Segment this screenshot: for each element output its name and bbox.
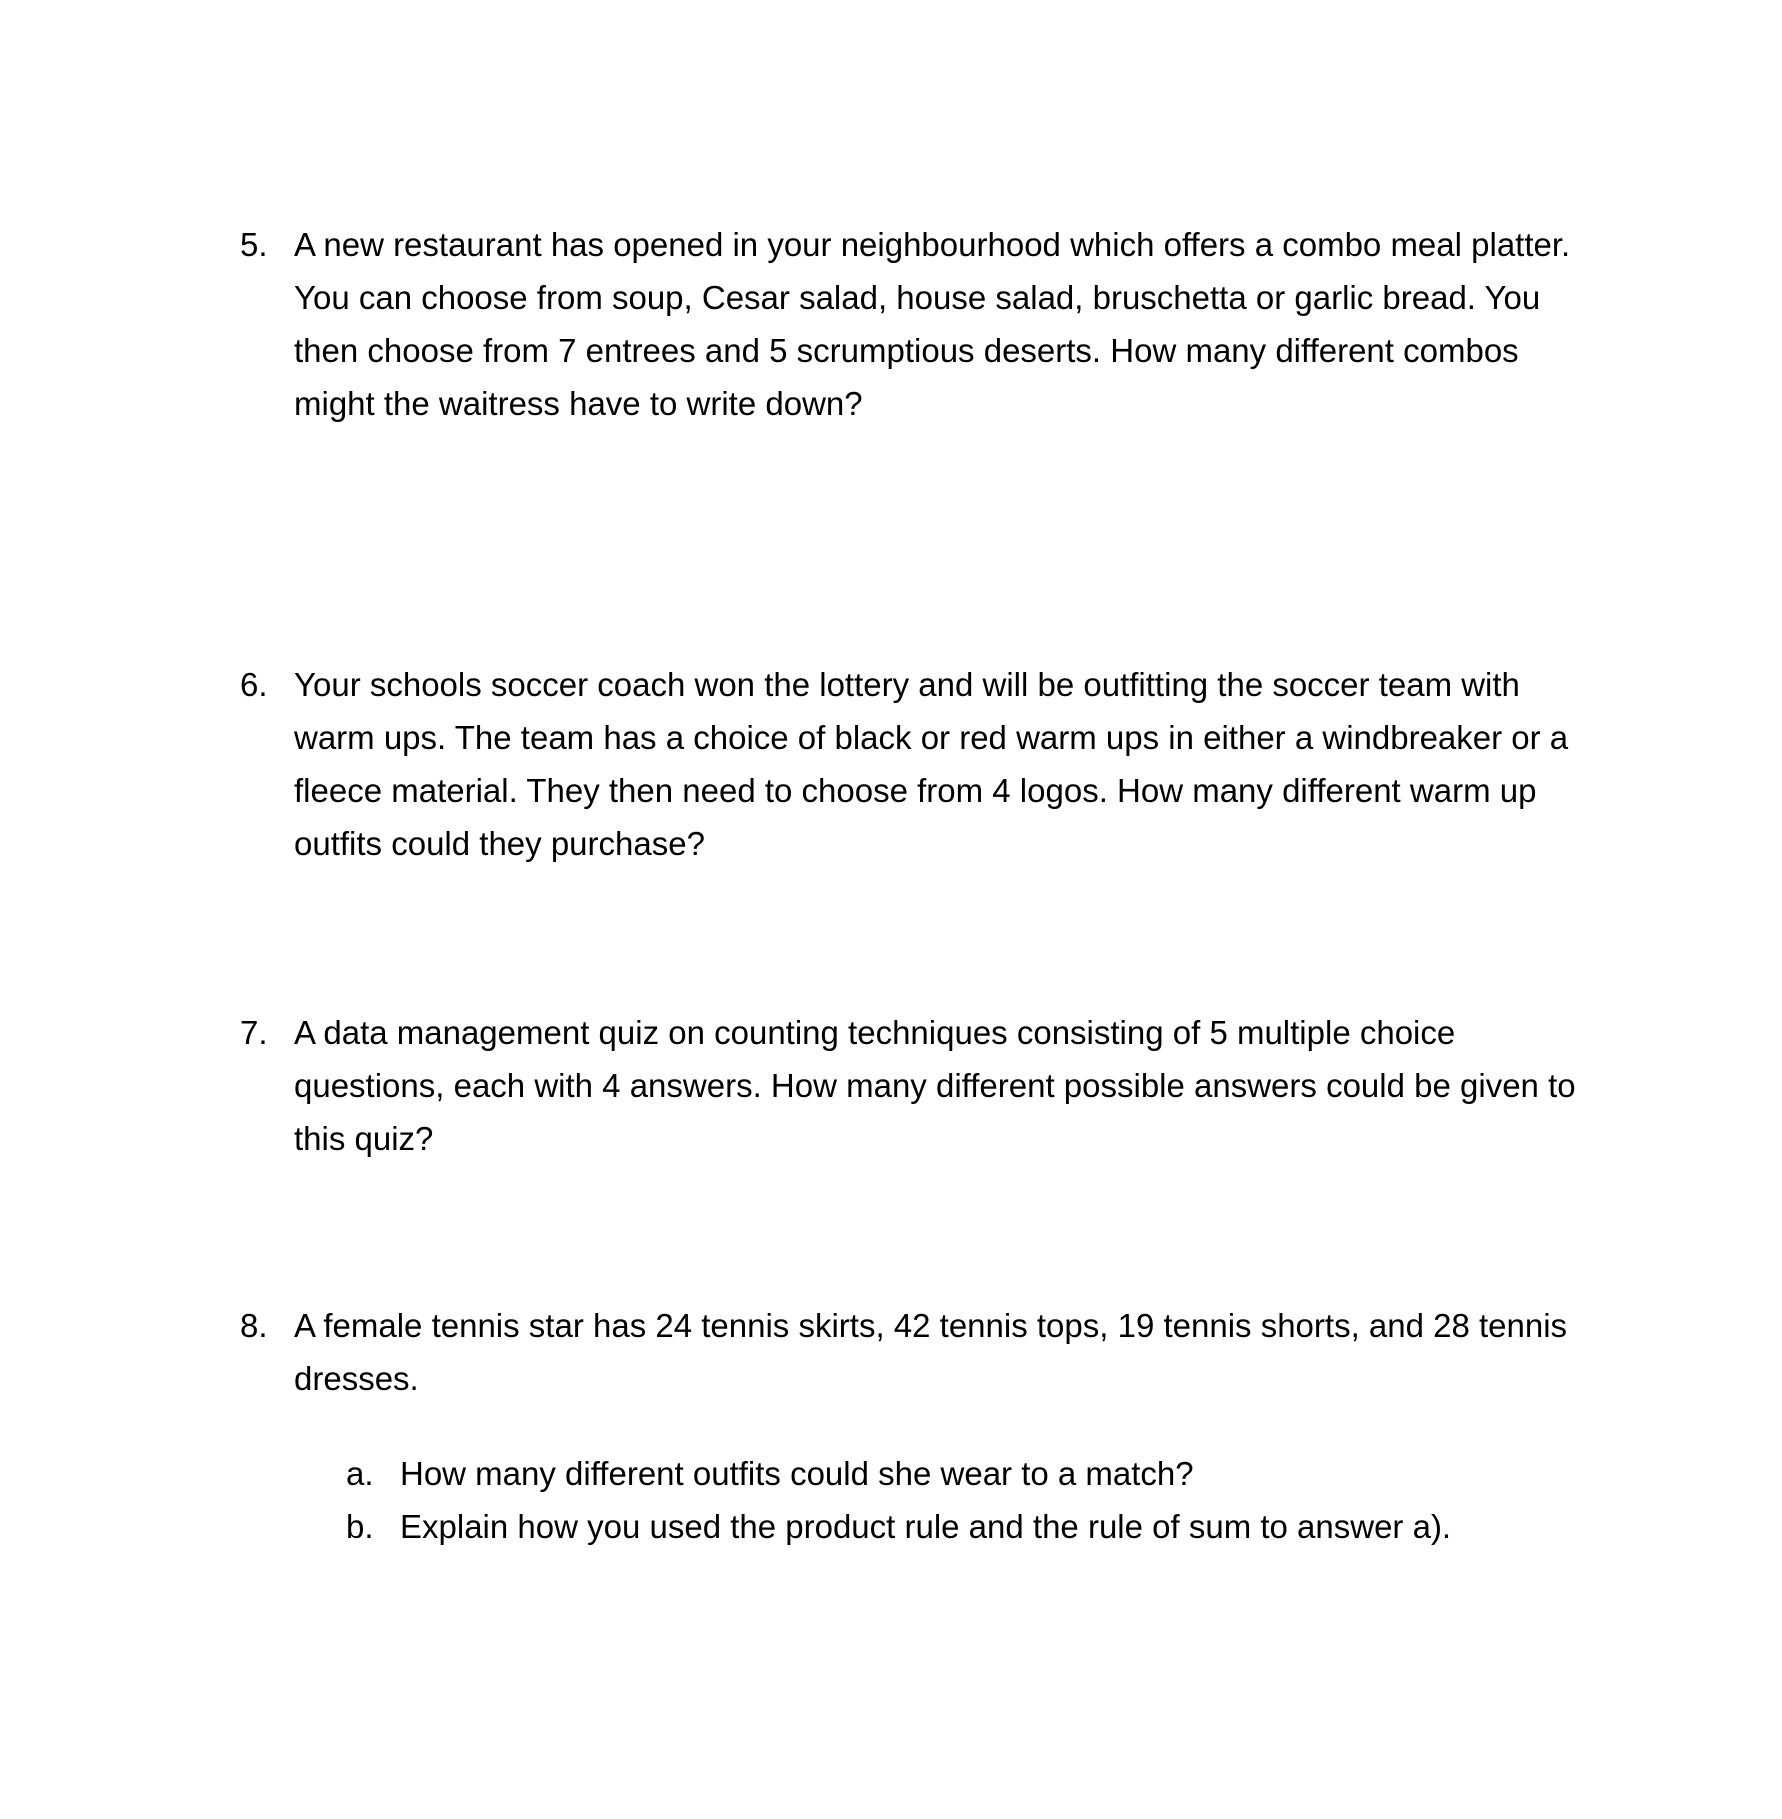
- question-number: 8.: [240, 1307, 268, 1344]
- question-text: A data management quiz on counting techniques consisting of 5 multiple choice questions, each with 4 answers. How many different possible answers could be given to this quiz?: [294, 1014, 1576, 1157]
- sub-question-letter: b.: [346, 1508, 374, 1545]
- question-text: A female tennis star has 24 tennis skirts, 42 tennis tops, 19 tennis shorts, and 28 tennis dresses.: [294, 1307, 1568, 1397]
- sub-question-text: How many different outfits could she wear to a match?: [400, 1455, 1194, 1492]
- question-6: [240, 658, 1580, 870]
- question-7: [240, 1006, 1580, 1165]
- sub-question-letter: a.: [346, 1455, 374, 1492]
- question-number: 7.: [240, 1014, 268, 1051]
- question-text: A new restaurant has opened in your neighbourhood which offers a combo meal platter. You can choose from soup, Cesar salad, house salad, bruschetta or garlic bread. You then choose from 7 entrees and 5 scrumptious deserts. How many different combos might the waitress have to write down?: [294, 226, 1571, 422]
- question-5: [240, 218, 1580, 430]
- sub-question-list: [346, 1447, 1580, 1553]
- question-number: 5.: [240, 226, 268, 263]
- sub-question-text: Explain how you used the product rule and the rule of sum to answer a).: [400, 1508, 1452, 1545]
- question-number: 6.: [240, 666, 268, 703]
- sub-question-a: [346, 1447, 1580, 1500]
- question-8: [240, 1299, 1580, 1553]
- sub-question-b: [346, 1500, 1580, 1553]
- question-text: Your schools soccer coach won the lottery and will be outfitting the soccer team with warm ups. The team has a choice of black or red warm ups in either a windbreaker or a fleece material. They then need to choose from 4 logos. How many different warm up outfits could they purchase?: [294, 666, 1569, 862]
